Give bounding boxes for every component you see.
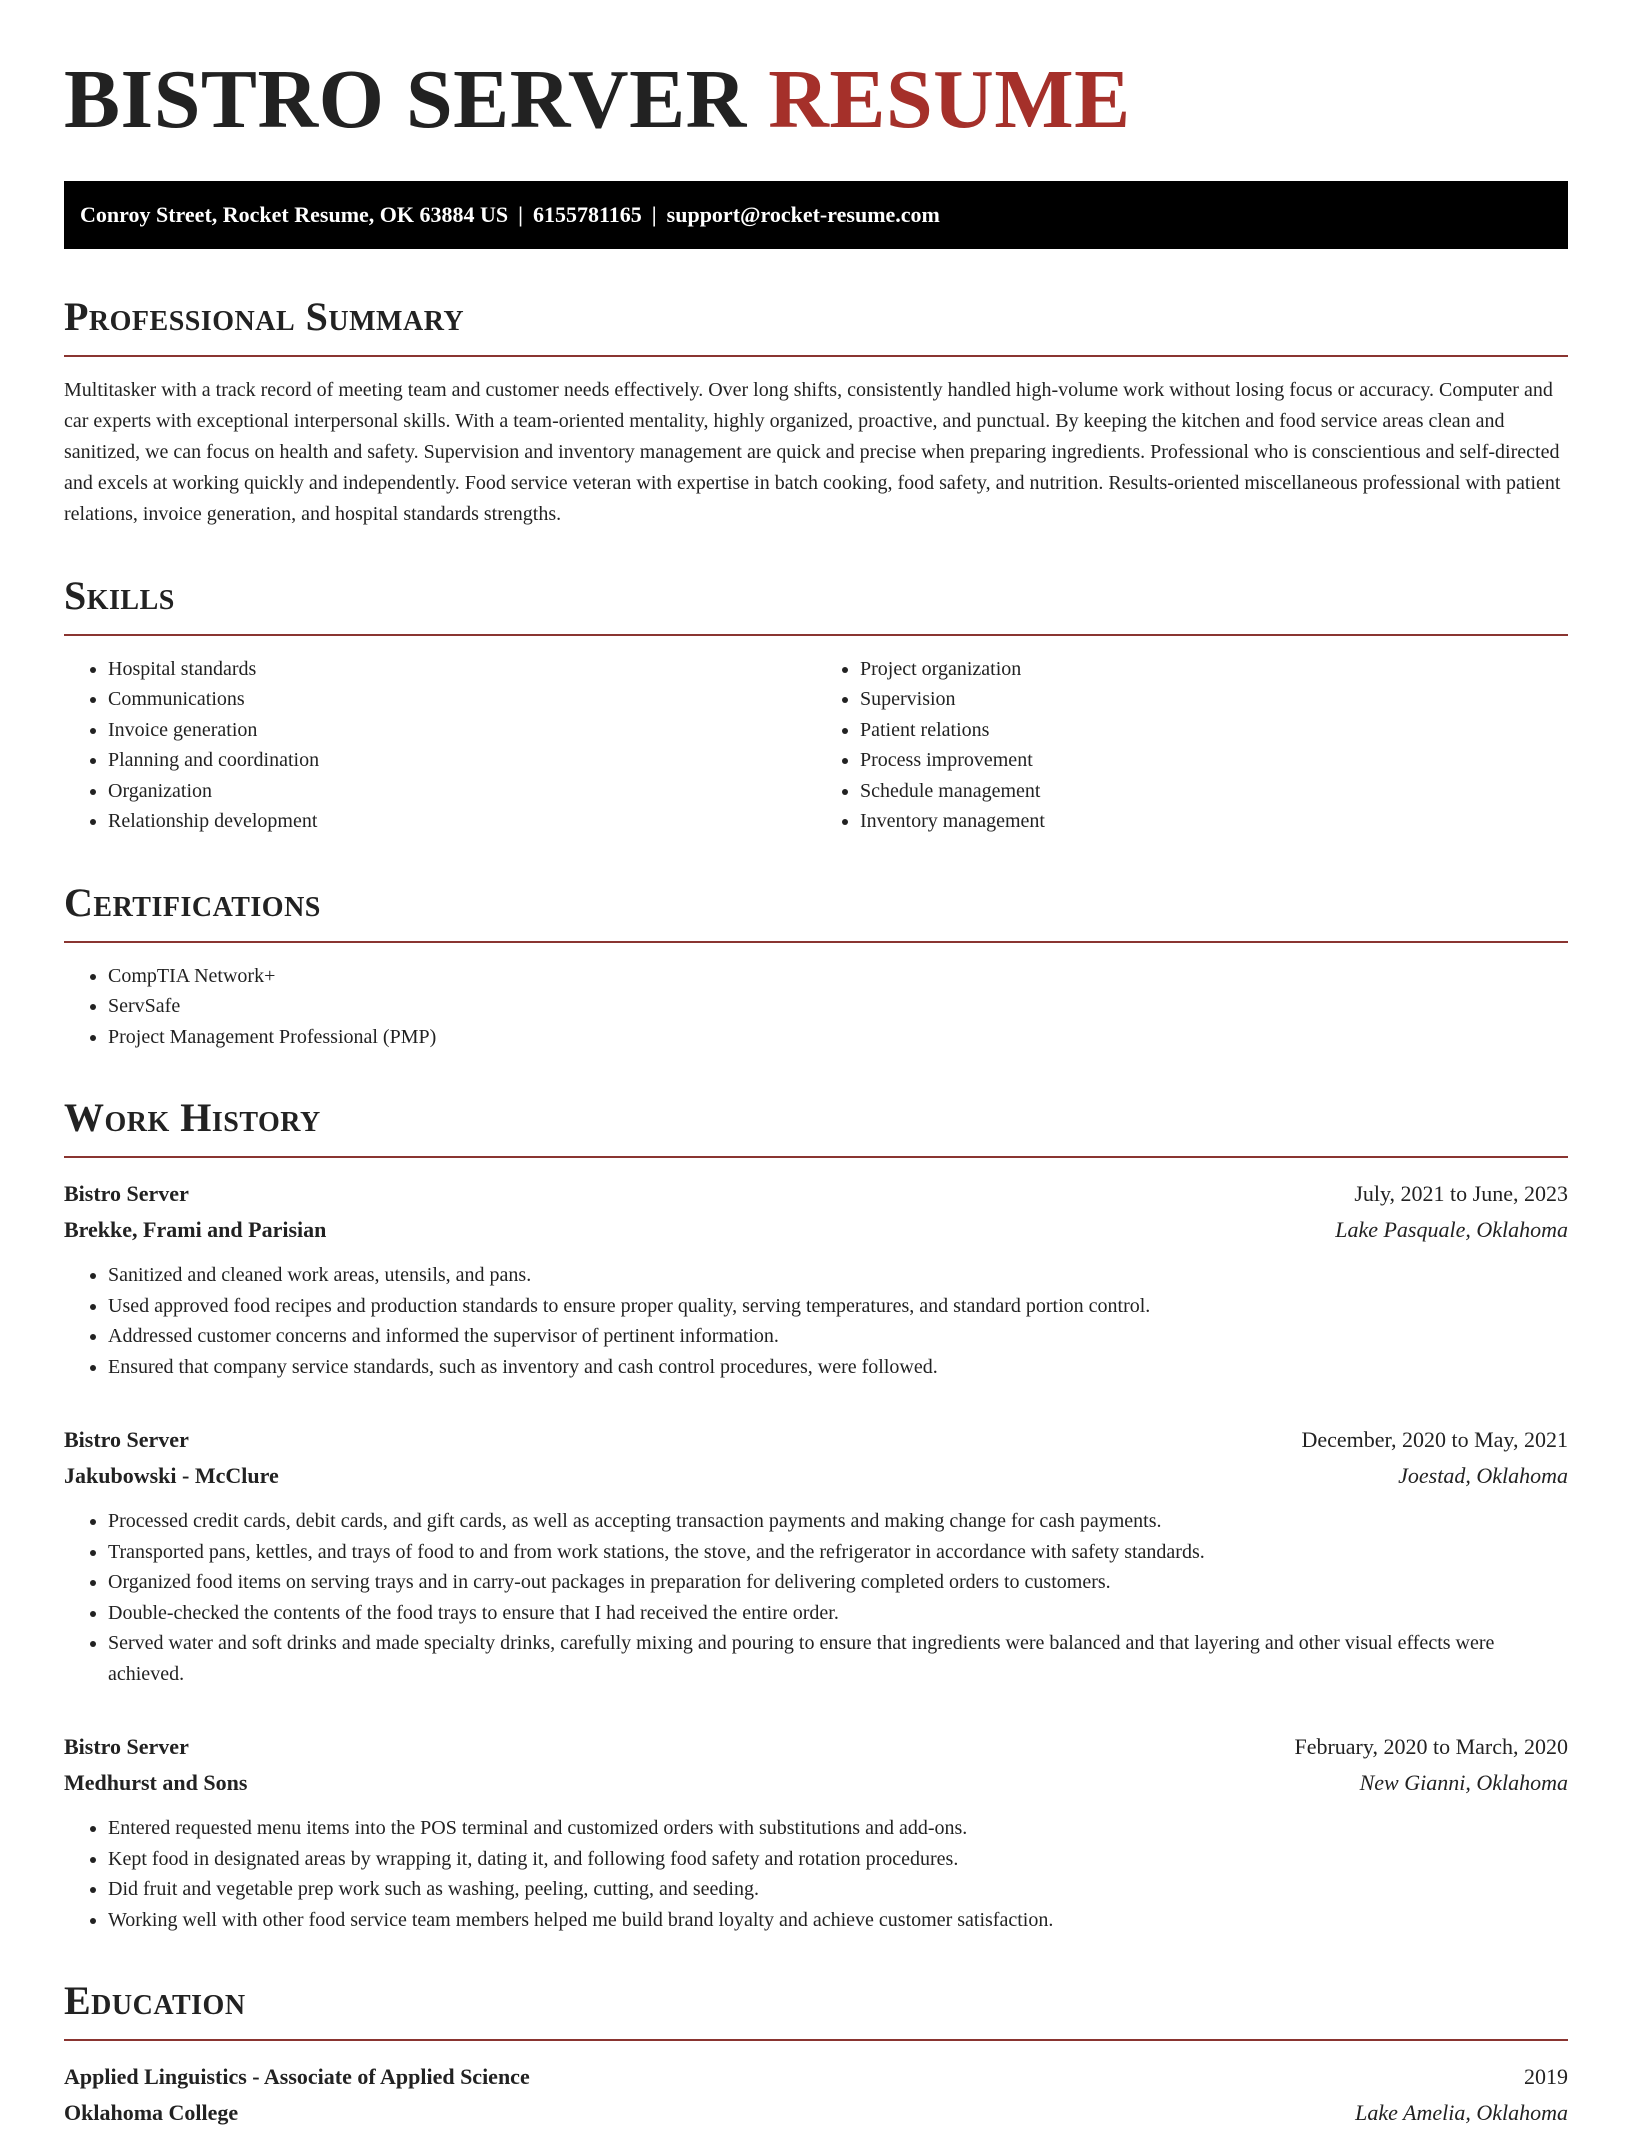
job-company: Brekke, Frami and Parisian (64, 1217, 327, 1243)
section-title-education: Education (64, 1978, 246, 2024)
job-bullet: • Sanitized and cleaned work areas, utensils, and pans. (108, 1260, 1568, 1291)
job-company-row (64, 1458, 1568, 1494)
education-degree: Applied Linguistics - Associate of Applied Science (64, 2064, 530, 2090)
job-bullet: • Entered requested menu items into the POS terminal and customized orders with substitutions and add-ons. (108, 1813, 1568, 1844)
job-bullet: • Processed credit cards, debit cards, and gift cards, as well as accepting transaction payments and making change for cash payments. (108, 1506, 1568, 1537)
job-title: Bistro Server (64, 1734, 189, 1760)
contact-phone[interactable]: 6155781165 (533, 201, 642, 227)
certification-item: • Project Management Professional (PMP) (108, 1022, 1568, 1053)
job-bullet: • Used approved food recipes and production standards to ensure proper quality, serving temperatures, and standard portion control. (108, 1291, 1568, 1322)
skill-item: • Communications (108, 684, 816, 715)
job-entry (64, 1422, 1568, 1689)
job-dates: December, 2020 to May, 2021 (1301, 1427, 1568, 1453)
skills-column-left (64, 654, 816, 837)
education-location: Lake Amelia, Oklahoma (1355, 2100, 1568, 2126)
job-header-row (64, 1176, 1568, 1212)
contact-bar (64, 181, 1568, 249)
job-company-row (64, 1765, 1568, 1801)
skill-item: • Supervision (860, 684, 1568, 715)
job-header-row (64, 1422, 1568, 1458)
job-company: Jakubowski - McClure (64, 1463, 279, 1489)
skill-item: • Invoice generation (108, 715, 816, 746)
section-title-skills: Skills (64, 572, 175, 618)
job-bullet: • Working well with other food service team members helped me build brand loyalty and achieve customer satisfaction. (108, 1905, 1568, 1936)
job-bullets (64, 1813, 1568, 1935)
job-location: New Gianni, Oklahoma (1359, 1770, 1568, 1796)
skill-item: • Planning and coordination (108, 745, 816, 776)
job-bullet: • Served water and soft drinks and made specialty drinks, carefully mixing and pouring to ensure that ingredients were balanced and that layering and other visual effects were achieved. (108, 1628, 1568, 1689)
job-entry (64, 1729, 1568, 1935)
job-location: Lake Pasquale, Oklahoma (1335, 1217, 1568, 1243)
skill-item: • Hospital standards (108, 654, 816, 685)
section-divider (64, 2039, 1568, 2041)
job-bullet: • Ensured that company service standards, such as inventory and cash control procedures, were followed. (108, 1352, 1568, 1383)
section-divider (64, 634, 1568, 636)
job-dates: July, 2021 to June, 2023 (1354, 1181, 1568, 1207)
summary-text: Multitasker with a track record of meeting team and customer needs effectively. Over long shifts, consistently handled high-volume work without losing focus or accuracy. Computer and car experts with exceptional interpersonal skills. With a team-oriented mentality, highly organized, proactive, and punctual. By keeping the kitchen and food service areas clean and sanitized, we can focus on health and safety. Supervision and inventory management are quick and precise when preparing ingredients. Professional who is conscientious and self-directed and excels at working quickly and independently. Food service veteran with expertise in batch cooking, food safety, and nutrition. Results-oriented miscellaneous professional with patient relations, invoice generation, and hospital standards strengths. (64, 378, 1561, 525)
job-bullets (64, 1260, 1568, 1382)
section-title-summary: Professional Summary (64, 293, 465, 339)
skills-column-right (816, 654, 1568, 837)
title-accent: RESUME (768, 53, 1131, 146)
resume-title (64, 52, 1568, 149)
job-company: Medhurst and Sons (64, 1770, 248, 1796)
job-dates: February, 2020 to March, 2020 (1294, 1734, 1568, 1760)
skill-item: • Organization (108, 776, 816, 807)
section-divider (64, 941, 1568, 943)
certifications-list (64, 961, 1568, 1053)
work-history-section (64, 1094, 1568, 1935)
education-year: 2019 (1524, 2064, 1568, 2090)
skill-item: • Inventory management (860, 806, 1568, 837)
contact-email[interactable]: support@rocket-resume.com (666, 201, 940, 227)
job-bullet: • Did fruit and vegetable prep work such as washing, peeling, cutting, and seeding. (108, 1874, 1568, 1905)
skills-section (64, 572, 1568, 837)
job-bullet: • Addressed customer concerns and informed the supervisor of pertinent information. (108, 1321, 1568, 1352)
job-bullets (64, 1506, 1568, 1689)
skill-item: • Process improvement (860, 745, 1568, 776)
job-bullet: • Double-checked the contents of the food trays to ensure that I had received the entire order. (108, 1598, 1568, 1629)
education-header-row (64, 2059, 1568, 2095)
certification-item: • CompTIA Network+ (108, 961, 1568, 992)
job-company-row (64, 1212, 1568, 1248)
skill-item: • Patient relations (860, 715, 1568, 746)
education-section (64, 1977, 1568, 2131)
job-bullet: • Transported pans, kettles, and trays of food to and from work stations, the stove, and the refrigerator in accordance with safety standards. (108, 1537, 1568, 1568)
job-title: Bistro Server (64, 1181, 189, 1207)
contact-address: Conroy Street, Rocket Resume, OK 63884 US (80, 201, 509, 227)
section-divider (64, 1156, 1568, 1158)
education-school-row (64, 2095, 1568, 2131)
skills-list-left (64, 654, 816, 837)
job-title: Bistro Server (64, 1427, 189, 1453)
job-bullet: • Kept food in designated areas by wrapping it, dating it, and following food safety and rotation procedures. (108, 1844, 1568, 1875)
skill-item: • Relationship development (108, 806, 816, 837)
skills-grid (64, 654, 1568, 837)
job-bullet: • Organized food items on serving trays and in carry-out packages in preparation for delivering completed orders to customers. (108, 1567, 1568, 1598)
contact-separator: | (651, 201, 657, 227)
section-divider (64, 355, 1568, 357)
skill-item: • Schedule management (860, 776, 1568, 807)
title-main: BISTRO SERVER (64, 53, 747, 146)
job-entry (64, 1176, 1568, 1382)
summary-section (64, 293, 1568, 530)
job-location: Joestad, Oklahoma (1398, 1463, 1568, 1489)
skill-item: • Project organization (860, 654, 1568, 685)
section-title-certifications: Certifications (64, 879, 321, 925)
contact-separator: | (518, 201, 523, 227)
job-header-row (64, 1729, 1568, 1765)
education-school: Oklahoma College (64, 2100, 239, 2126)
skills-list-right (816, 654, 1568, 837)
section-title-work-history: Work History (64, 1095, 321, 1141)
certification-item: • ServSafe (108, 991, 1568, 1022)
certifications-section (64, 879, 1568, 1053)
